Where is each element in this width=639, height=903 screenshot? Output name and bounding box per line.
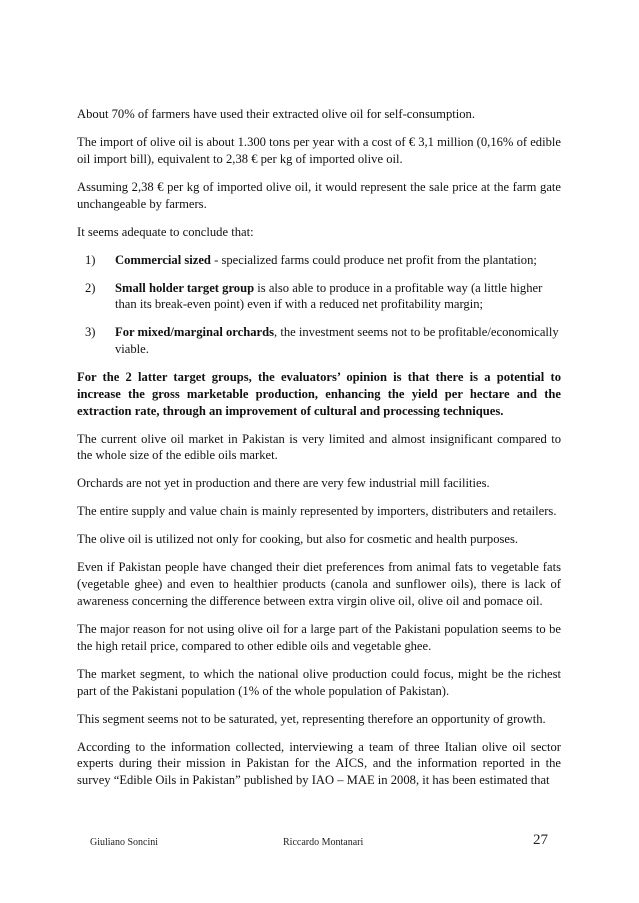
paragraph-self-consumption: About 70% of farmers have used their extracted olive oil for self-consumption.: [77, 107, 475, 121]
list-item-text: - specialized farms could produce net profit from the plantation;: [210, 252, 537, 267]
page-body: [77, 106, 561, 800]
list-item-text: is also able to produce in a profitable way (a little higher than its break-even point) even if with a reduced net profitability margin;: [115, 280, 543, 312]
paragraph-growth: This segment seems not to be saturated, yet, representing therefore an opportunity of growth.: [77, 711, 546, 726]
paragraph-conclusion-intro: It seems adequate to conclude that:: [77, 224, 254, 239]
paragraph-market-segment: The market segment, to which the national olive production could focus, might be the richest part of the Pakistani population (1% of the whole population of Pakistan).: [77, 666, 561, 698]
paragraph-estimate: According to the information collected, interviewing a team of three Italian olive oil sector experts during their mission in Pakistan for the AICS, and the information reported in the survey “Edible Oils in Pakistan” published by IAO – MAE in 2008, it has been estimated that: [77, 739, 561, 788]
paragraph-usage: The olive oil is utilized not only for cooking, but also for cosmetic and health purposes.: [77, 532, 519, 547]
list-item: [85, 324, 561, 358]
list-item-number: 3): [85, 325, 96, 340]
paragraph-sale-price: Assuming 2,38 € per kg of imported olive oil, it would represent the sale price at the farm gate unchangeable by farmers.: [77, 179, 561, 211]
list-item: [85, 280, 561, 314]
list-item-number: 1): [85, 252, 96, 267]
paragraph-orchards: Orchards are not yet in production and there are very few industrial mill facilities.: [77, 476, 490, 491]
page-footer: [0, 832, 639, 856]
paragraph-supply-chain: The entire supply and value chain is mainly represented by importers, distributers and retailers.: [77, 504, 557, 519]
list-item-text: , the investment seems not to be profitable/economically viable.: [115, 325, 559, 357]
evaluators-opinion-paragraph: For the 2 latter target groups, the evaluators’ opinion is that there is a potential to increase the gross marketable production, enhancing the yield per hectare and the extraction rate, through an improvement of cultural and processing techniques.: [77, 370, 561, 418]
paragraph-retail-price: The major reason for not using olive oil for a large part of the Pakistani population seems to be the high retail price, compared to other edible oils and vegetable ghee.: [77, 621, 561, 653]
list-item-bold: For mixed/marginal orchards: [115, 325, 275, 340]
footer-author-montanari: Riccardo Montanari: [283, 837, 364, 848]
paragraph-diet-preferences: Even if Pakistan people have changed their diet preferences from animal fats to vegetable fats (vegetable ghee) and even to healthier products (canola and sunflower oils), there is lack of awareness concerning the difference between extra virgin olive oil, olive oil and pomace oil.: [77, 560, 561, 608]
paragraph-market-size: The current olive oil market in Pakistan is very limited and almost insignificant compared to the whole size of the edible oils market.: [77, 431, 561, 463]
list-item-bold: Small holder target group: [115, 280, 255, 295]
list-item-bold: Commercial sized: [115, 252, 211, 267]
footer-author-soncini: Giuliano Soncini: [90, 837, 159, 848]
list-item-number: 2): [85, 280, 96, 295]
list-item: [85, 252, 561, 269]
conclusion-list: [77, 252, 561, 358]
paragraph-import: The import of olive oil is about 1.300 tons per year with a cost of € 3,1 million (0,16% of edible oil import bill), equivalent to 2,38 € per kg of imported olive oil.: [77, 134, 561, 166]
page-number: 27: [533, 832, 548, 848]
